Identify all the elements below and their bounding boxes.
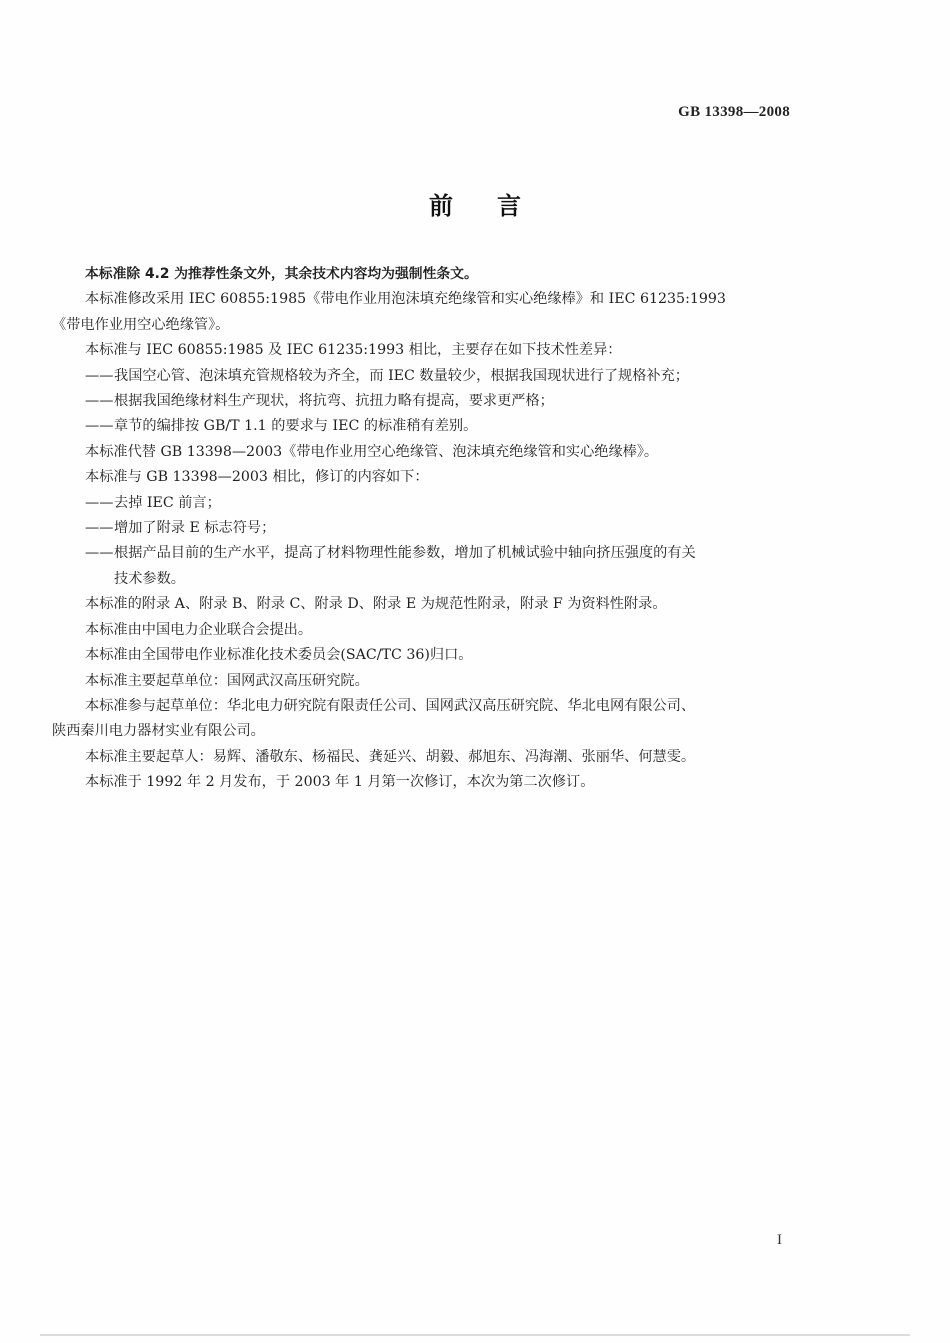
paragraph-replaces: 本标准代替 GB 13398—2003《带电作业用空心绝缘管、泡沫填充绝缘管和实心绝缘棒》。 — [85, 443, 659, 460]
list-item — [52, 541, 792, 566]
dash-marker: —— — [85, 545, 114, 562]
list-item-continued: 技术参数。 — [114, 570, 185, 587]
paragraph-history: 本标准于 1992 年 2 月发布，于 2003 年 1 月第一次修订，本次为第二次修订。 — [85, 774, 595, 791]
list-item-text: 根据产品目前的生产水平，提高了材料物理性能参数，增加了机械试验中轴向挤压强度的有关 — [114, 545, 696, 562]
list-item-text: 我国空心管、泡沫填充管规格较为齐全，而 IEC 数量较少，根据我国现状进行了规格补充； — [114, 367, 689, 384]
page-number: I — [777, 1232, 782, 1248]
paragraph-annexes: 本标准的附录 A、附录 B、附录 C、附录 D、附录 E 为规范性附录，附录 F 为资料性附录。 — [85, 596, 667, 613]
list-item-text: 增加了附录 E 标志符号； — [114, 520, 276, 537]
list-item — [52, 491, 792, 516]
paragraph-revisions-intro: 本标准与 GB 13398—2003 相比，修订的内容如下： — [85, 469, 429, 486]
list-item — [52, 364, 792, 389]
list-item — [52, 414, 792, 439]
paragraph-participating-drafters-continued: 陕西秦川电力器材实业有限公司。 — [52, 723, 265, 740]
list-item-text: 根据我国绝缘材料生产现状，将抗弯、抗扭力略有提高，要求更严格； — [114, 393, 554, 410]
foreword-body — [52, 262, 792, 796]
paragraph-proposer: 本标准由中国电力企业联合会提出。 — [85, 621, 313, 638]
scan-edge-line — [40, 1334, 910, 1336]
paragraph-adoption-continued: 《带电作业用空心绝缘管》。 — [52, 316, 230, 333]
dash-marker: —— — [85, 367, 114, 384]
dash-marker: —— — [85, 393, 114, 410]
paragraph-drafters: 本标准主要起草人：易辉、潘敬东、杨福民、龚延兴、胡毅、郝旭东、冯海潮、张丽华、何慧雯。 — [85, 748, 696, 765]
list-item — [52, 389, 792, 414]
dash-marker: —— — [85, 418, 114, 435]
paragraph-participating-drafters: 本标准参与起草单位：华北电力研究院有限责任公司、国网武汉高压研究院、华北电网有限公司、 — [85, 697, 696, 714]
paragraph-adoption: 本标准修改采用 IEC 60855:1985《带电作业用泡沫填充绝缘管和实心绝缘棒》和 IEC 61235:1993 — [85, 291, 726, 308]
list-item — [52, 516, 792, 541]
dash-marker: —— — [85, 494, 114, 511]
list-item-text: 章节的编排按 GB/T 1.1 的要求与 IEC 的标准稍有差别。 — [114, 418, 478, 435]
paragraph-differences-intro: 本标准与 IEC 60855:1985 及 IEC 61235:1993 相比，主要存在如下技术性差异： — [85, 342, 622, 359]
paragraph-main-drafter: 本标准主要起草单位：国网武汉高压研究院。 — [85, 672, 369, 689]
dash-marker: —— — [85, 520, 114, 537]
page-title: 前言 — [429, 192, 565, 220]
list-item-text: 去掉 IEC 前言； — [114, 494, 221, 511]
paragraph-mandatory-clauses: 本标准除 4.2 为推荐性条文外，其余技术内容均为强制性条文。 — [85, 266, 478, 282]
paragraph-technical-committee: 本标准由全国带电作业标准化技术委员会(SAC/TC 36)归口。 — [85, 647, 473, 664]
document-code: GB 13398—2008 — [678, 104, 790, 120]
